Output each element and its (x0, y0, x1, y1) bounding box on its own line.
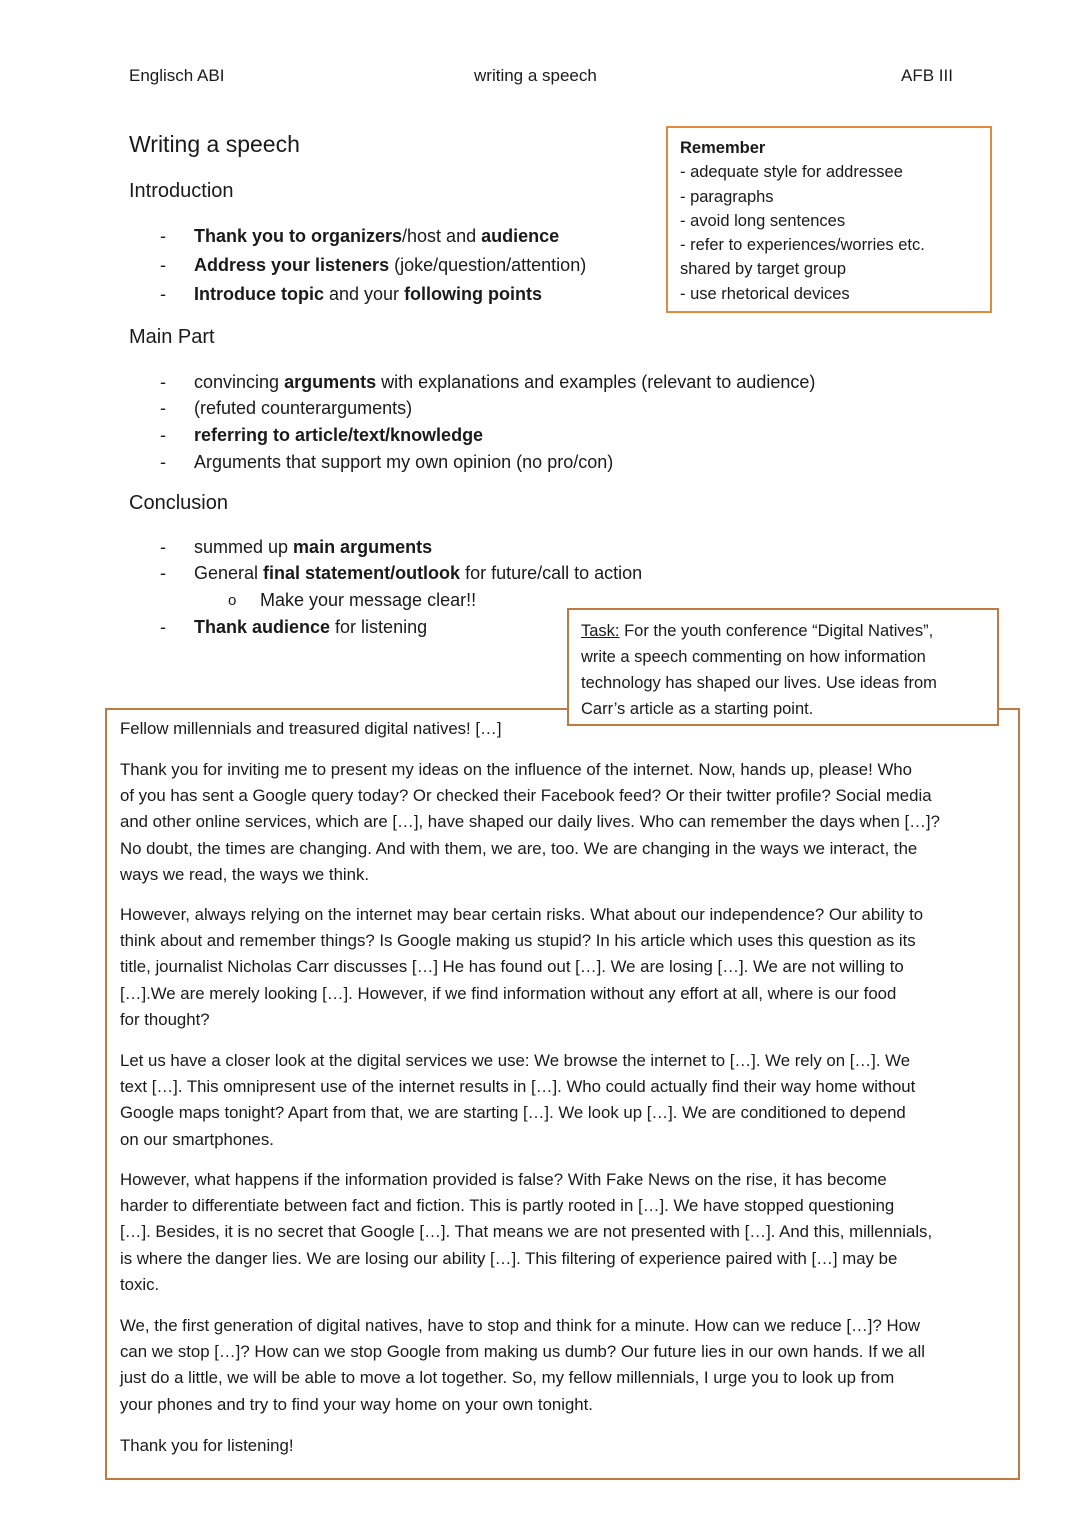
bold-segment: arguments (284, 372, 377, 392)
text-segment: Arguments that support my own opinion (no pro/con) (194, 452, 614, 472)
speech-closing: Thank you for listening! (120, 1436, 294, 1455)
bold-segment: Thank audience (194, 617, 331, 637)
text-segment: and your (324, 284, 405, 304)
text-segment: General (194, 563, 264, 583)
text-segment: (joke/question/attention) (389, 255, 587, 275)
rich-line (194, 560, 642, 587)
rich-line (194, 449, 613, 476)
remember-line: - paragraphs (680, 187, 774, 206)
list-item: - (refuted counterarguments) (0, 395, 960, 422)
bold-segment: Address your listeners (194, 255, 390, 275)
remember-line: - avoid long sentences (680, 211, 846, 230)
speech-paragraph: However, always relying on the internet may bear certain risks. What about our independence? Our ability to think about and remember things? Is Google making us stupid? In his article which uses this question as its title, journalist Nicholas Carr discusses […] He has found out […]. We are losing […]. We are not willing to […].We are merely looking […]. However, if we find information without any effort at all, where is our food for thought? (120, 905, 924, 1029)
text-segment: convincing (194, 372, 285, 392)
remember-heading: Remember (680, 139, 766, 157)
remember-box (666, 126, 992, 313)
remember-line: - use rhetorical devices (680, 284, 850, 303)
text-segment: (refuted counterarguments) (194, 398, 413, 418)
rich-line (194, 281, 542, 308)
introduction-list (0, 223, 660, 313)
text-segment: /host and (402, 226, 482, 246)
list-item: - Arguments that support my own opinion (no pro/con) (0, 449, 960, 476)
rich-line (194, 369, 815, 396)
page-title: Writing a speech (129, 131, 300, 157)
list-item: - Thank audience for listening (0, 614, 720, 641)
task-label: Task: (581, 622, 620, 640)
text-segment: for listening (330, 617, 428, 637)
remember-line: shared by target group (680, 260, 847, 279)
speech-paragraph: However, what happens if the information provided is false? With Fake News on the rise, it has become harder to differentiate between fact and fiction. This is partly rooted in […]. We have stopped questioning […]. Besides, it is no secret that Google […]. That means we are not presented with […]. And this, millennials, is where the danger lies. We are losing our ability […]. This filtering of experience paired with […] may be toxic. (120, 1170, 933, 1294)
bold-segment: final statement/outlook (263, 563, 461, 583)
text-segment: for future/call to action (460, 563, 643, 583)
bold-segment: Introduce topic (194, 284, 324, 304)
header-subject: Englisch ABI (129, 66, 225, 85)
list-item: - referring to article/text/knowledge (0, 422, 960, 449)
speech-paragraph: We, the first generation of digital natives, have to stop and think for a minute. How can we reduce […]? How can we stop […]? How can we stop Google from making us dumb? Our future lies in our own hands. If we all just do a little, we will be able to move a lot together. So, my fellow millennials, I urge you to look up from your phones and try to find your way home on your own tonight. (120, 1316, 925, 1414)
remember-line: - adequate style for addressee (680, 163, 903, 182)
circle-bullet-icon: o (228, 592, 237, 609)
task-line (581, 618, 985, 644)
task-box (567, 608, 999, 726)
speech-greeting: Fellow millennials and treasured digital natives! […] (120, 719, 502, 738)
remember-line: - refer to experiences/worries etc. (680, 236, 925, 255)
list-item: - General final statement/outlook for future/call to action (0, 560, 720, 587)
task-text: For the youth conference “Digital Natives”, (619, 622, 934, 640)
task-line: write a speech commenting on how information (581, 648, 926, 666)
main-part-heading: Main Part (129, 326, 215, 348)
bold-segment: Thank you to organizers (194, 226, 403, 246)
list-item: - Introduce topic and your following points (0, 281, 660, 310)
task-line: Carr’s article as a starting point. (581, 700, 814, 718)
text-segment: summed up (194, 537, 294, 557)
list-item: - Address your listeners (joke/question/attention) (0, 252, 660, 281)
bold-segment: main arguments (293, 537, 433, 557)
rich-line (194, 252, 586, 279)
task-line: technology has shaped our lives. Use ideas from (581, 674, 937, 692)
bold-segment: audience (481, 226, 560, 246)
conclusion-heading: Conclusion (129, 492, 228, 514)
header-level: AFB III (901, 66, 953, 85)
rich-line (194, 223, 559, 250)
list-item: - Thank you to organizers/host and audience (0, 223, 660, 252)
list-item: - summed up main arguments (0, 534, 720, 561)
speech-paragraph: Let us have a closer look at the digital services we use: We browse the internet to […]. We rely on […]. We text […]. This omnipresent use of the internet results in […]. Who could actually find their way home without Google maps tonight? Apart from that, we are starting […]. We look up […]. We are conditioned to depend on our smartphones. (120, 1051, 916, 1149)
bold-segment: referring to article/text/knowledge (194, 425, 484, 445)
rich-line (194, 614, 427, 641)
bold-segment: following points (404, 284, 543, 304)
list-item: - convincing arguments with explanations and examples (relevant to audience) (0, 369, 960, 396)
rich-line (194, 395, 412, 422)
rich-line (194, 534, 432, 561)
sub-item-text: Make your message clear!! (260, 590, 477, 610)
main-part-list (0, 369, 960, 479)
rich-line (194, 422, 483, 449)
text-segment: with explanations and examples (relevant to audience) (376, 372, 816, 392)
header-topic: writing a speech (474, 66, 597, 85)
speech-paragraph: Thank you for inviting me to present my ideas on the influence of the internet. Now, hands up, please! Who of you has sent a Google query today? Or checked their Facebook feed? Or their twitter profile? Social media and other online services, which are […], have shaped our daily lives. Who can remember the days when […]? No doubt, the times are changing. And with them, we are, too. We are changing in the ways we interact, the ways we read, the ways we think. (120, 760, 940, 884)
introduction-heading: Introduction (129, 180, 234, 202)
